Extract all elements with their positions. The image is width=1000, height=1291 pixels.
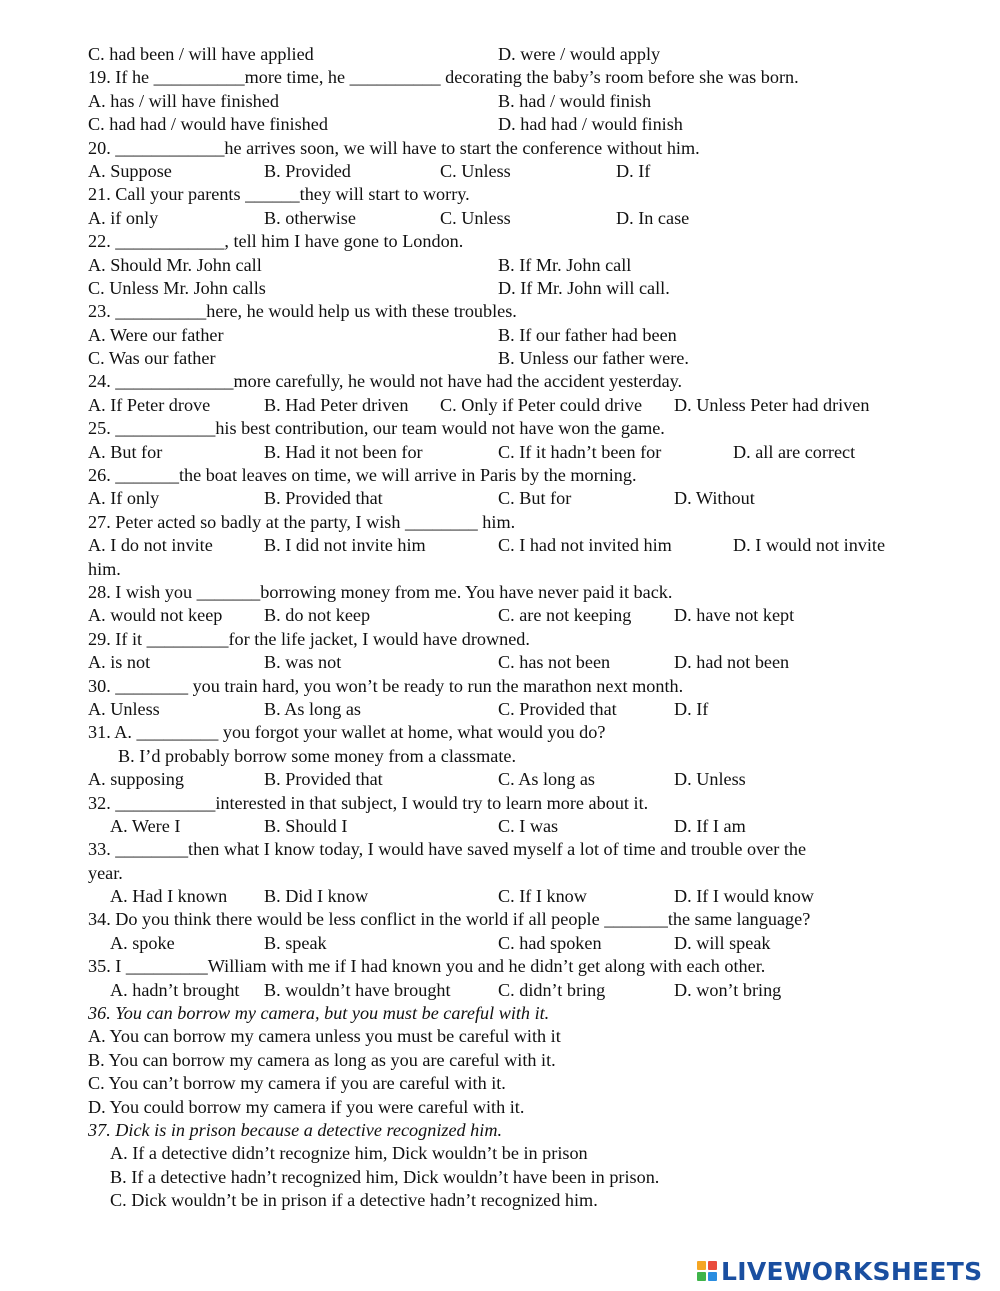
answer-option: D. I would not invite <box>733 535 886 556</box>
answer-option: A. has / will have finished <box>88 90 279 111</box>
answer-option: C. Unless <box>440 207 511 228</box>
answer-option: A. Had I known <box>110 886 228 907</box>
question-stem <box>88 721 908 744</box>
question-text: 31. A. _________ you forgot your wallet at home, what would you do? <box>88 722 606 743</box>
answer-option: C. I was <box>498 815 559 836</box>
question-text: 35. I _________William with me if I had known you and he didn’t get along with each other. <box>88 956 766 977</box>
answer-option: B. wouldn’t have brought <box>264 979 451 1000</box>
answer-option: A. Unless <box>88 698 160 719</box>
answer-option: A. But for <box>88 441 163 462</box>
answer-option: C. Only if Peter could drive <box>440 394 643 415</box>
answer-options-row <box>88 1189 908 1212</box>
question-stem <box>88 137 908 160</box>
answer-option: A. hadn’t brought <box>110 979 240 1000</box>
logo-square-red <box>708 1261 717 1270</box>
question-text: 33. ________then what I know today, I would have saved myself a lot of time and trouble over the <box>88 839 807 860</box>
answer-options-row <box>88 113 908 136</box>
question-text: 34. Do you think there would be less conflict in the world if all people _______the same language? <box>88 909 811 930</box>
answer-option: D. Without <box>674 488 755 509</box>
question-stem <box>88 511 908 534</box>
answer-options-row <box>88 207 908 230</box>
answer-option: A. is not <box>88 652 151 673</box>
logo-square-orange <box>697 1261 706 1270</box>
logo-text: LIVEWORKSHEETS <box>721 1256 983 1286</box>
answer-option: C. Unless Mr. John calls <box>88 277 266 298</box>
answer-options-row <box>88 394 908 417</box>
question-text: 32. ___________interested in that subject, I would try to learn more about it. <box>88 792 649 813</box>
answer-option: C. Provided that <box>498 698 617 719</box>
question-stem <box>88 183 908 206</box>
answer-option: B. Provided that <box>264 488 383 509</box>
answer-option: D. If I would know <box>674 886 814 907</box>
question-text: 26. _______the boat leaves on time, we will arrive in Paris by the morning. <box>88 465 637 486</box>
answer-option: D. If <box>674 698 709 719</box>
question-text: 27. Peter acted so badly at the party, I wish ________ him. <box>88 511 516 532</box>
answer-option: C. But for <box>498 488 572 509</box>
question-stem <box>88 792 908 815</box>
text-line <box>88 1049 908 1072</box>
answer-option: C. had spoken <box>498 932 602 953</box>
answer-option: B. Unless our father were. <box>498 348 689 369</box>
answer-option: B. Provided <box>264 160 351 181</box>
question-stem <box>88 675 908 698</box>
liveworksheets-logo-icon <box>697 1261 717 1281</box>
question-text: 29. If it _________for the life jacket, I would have drowned. <box>88 628 530 649</box>
answer-option: C. If it hadn’t been for <box>498 441 662 462</box>
answer-option: C. Dick wouldn’t be in prison if a detective hadn’t recognized him. <box>110 1190 598 1211</box>
answer-options-row <box>88 1166 908 1189</box>
question-text: 23. __________here, he would help us with these troubles. <box>88 301 517 322</box>
answer-option: D. have not kept <box>674 605 795 626</box>
answer-option: D. will speak <box>674 932 771 953</box>
answer-option: C. are not keeping <box>498 605 632 626</box>
answer-option: D. were / would apply <box>498 44 661 64</box>
answer-options-row <box>88 698 908 721</box>
question-stem <box>88 464 908 487</box>
worksheet-content <box>88 43 908 1213</box>
answer-option: B. had / would finish <box>498 90 652 111</box>
question-stem <box>88 66 908 89</box>
text-line <box>88 1096 908 1119</box>
answer-option: B. otherwise <box>264 207 356 228</box>
question-text: 20. ____________he arrives soon, we will have to start the conference without him. <box>88 137 700 158</box>
answer-option: B. was not <box>264 652 342 673</box>
question-stem <box>88 628 908 651</box>
answer-option: A. would not keep <box>88 605 223 626</box>
answer-options-row <box>88 1142 908 1165</box>
answer-option: A. If Peter drove <box>88 394 211 415</box>
line-text: D. You could borrow my camera if you were careful with it. <box>88 1096 525 1117</box>
question-stem <box>88 955 908 978</box>
question-stem <box>88 417 908 440</box>
answer-option: D. If Mr. John will call. <box>498 277 670 298</box>
answer-option: C. has not been <box>498 652 611 673</box>
question-stem <box>88 838 908 861</box>
line-text: B. You can borrow my camera as long as you are careful with it. <box>88 1049 556 1070</box>
logo-square-green <box>697 1272 706 1281</box>
answer-option: B. If our father had been <box>498 324 677 345</box>
answer-options-row <box>88 932 908 955</box>
answer-option: B. do not keep <box>264 605 371 626</box>
answer-options-row <box>88 604 908 627</box>
question-text: 25. ___________his best contribution, our team would not have won the game. <box>88 418 665 439</box>
question-text: 24. _____________more carefully, he would not have had the accident yesterday. <box>88 371 683 392</box>
text-line <box>88 1072 908 1095</box>
answer-option: B. Did I know <box>264 886 369 907</box>
question-text: 37. Dick is in prison because a detective recognized him. <box>88 1119 502 1140</box>
answer-option: B. speak <box>264 932 327 953</box>
answer-option: C. If I know <box>498 886 587 907</box>
answer-options-row <box>88 324 908 347</box>
question-stem <box>88 1002 908 1025</box>
answer-option: B. Had it not been for <box>264 441 423 462</box>
line-text: A. You can borrow my camera unless you must be careful with it <box>88 1026 561 1047</box>
question-text: 30. ________ you train hard, you won’t be ready to run the marathon next month. <box>88 675 684 696</box>
answer-options-row <box>88 160 908 183</box>
answer-option: A. Were I <box>110 815 181 836</box>
answer-option: A. if only <box>88 207 159 228</box>
answer-options-row <box>88 90 908 113</box>
question-stem <box>88 908 908 931</box>
answer-option: D. had had / would finish <box>498 114 683 135</box>
answer-option: B. Should I <box>264 815 348 836</box>
answer-option: C. I had not invited him <box>498 535 672 556</box>
text-line <box>88 558 908 581</box>
answer-option: C. didn’t bring <box>498 979 606 1000</box>
answer-option: C. Was our father <box>88 348 216 369</box>
answer-option: B. Had Peter driven <box>264 394 409 415</box>
answer-options-row <box>88 277 908 300</box>
answer-options-row <box>88 534 908 557</box>
question-stem <box>88 300 908 323</box>
answer-option: B. If a detective hadn’t recognized him, Dick wouldn’t have been in prison. <box>110 1166 660 1187</box>
answer-options-row <box>88 745 908 768</box>
answer-options-row <box>88 254 908 277</box>
answer-option: A. If only <box>88 488 160 509</box>
question-stem <box>88 581 908 604</box>
text-line <box>88 1025 908 1048</box>
answer-option: C. Unless <box>440 160 511 181</box>
answer-option: A. spoke <box>110 932 175 953</box>
question-stem <box>88 370 908 393</box>
answer-option: B. I’d probably borrow some money from a classmate. <box>118 745 517 766</box>
question-text: 22. ____________, tell him I have gone to London. <box>88 231 464 252</box>
answer-option: D. won’t bring <box>674 979 782 1000</box>
logo-square-blue <box>708 1272 717 1281</box>
question-stem <box>88 230 908 253</box>
answer-option: D. Unless <box>674 769 746 790</box>
answer-option: D. all are correct <box>733 441 856 462</box>
answer-option: B. I did not invite him <box>264 535 426 556</box>
answer-option: B. As long as <box>264 698 362 719</box>
answer-option: B. If Mr. John call <box>498 254 632 275</box>
liveworksheets-logo <box>697 1254 982 1288</box>
answer-options-row <box>88 441 908 464</box>
answer-options-row <box>88 347 908 370</box>
question-text: 19. If he __________more time, he __________ decorating the baby’s room before she was born. <box>88 67 799 88</box>
answer-option: C. As long as <box>498 769 596 790</box>
line-text: C. You can’t borrow my camera if you are careful with it. <box>88 1073 506 1094</box>
answer-option: D. In case <box>616 207 690 228</box>
answer-option: B. Provided that <box>264 769 383 790</box>
answer-options-row <box>88 815 908 838</box>
answer-options-row <box>88 768 908 791</box>
answer-option: A. Were our father <box>88 324 224 345</box>
line-text: him. <box>88 558 121 579</box>
answer-option: A. Should Mr. John call <box>88 254 262 275</box>
text-line <box>88 862 908 885</box>
answer-option: C. had been / will have applied <box>88 44 314 64</box>
question-stem <box>88 1119 908 1142</box>
answer-option: C. had had / would have finished <box>88 114 328 135</box>
question-text: 21. Call your parents ______they will start to worry. <box>88 184 470 205</box>
answer-option: A. If a detective didn’t recognize him, Dick wouldn’t be in prison <box>110 1143 588 1164</box>
answer-options-row <box>88 43 908 66</box>
answer-option: A. Suppose <box>88 160 172 181</box>
answer-options-row <box>88 979 908 1002</box>
answer-options-row <box>88 651 908 674</box>
answer-option: D. had not been <box>674 652 790 673</box>
line-text: year. <box>88 862 123 883</box>
question-text: 36. You can borrow my camera, but you must be careful with it. <box>88 1003 550 1024</box>
question-text: 28. I wish you _______borrowing money from me. You have never paid it back. <box>88 581 673 602</box>
answer-options-row <box>88 885 908 908</box>
answer-option: A. supposing <box>88 769 184 790</box>
answer-option: D. If <box>616 160 651 181</box>
answer-options-row <box>88 487 908 510</box>
answer-option: D. Unless Peter had driven <box>674 394 870 415</box>
answer-option: A. I do not invite <box>88 535 213 556</box>
answer-option: D. If I am <box>674 815 746 836</box>
